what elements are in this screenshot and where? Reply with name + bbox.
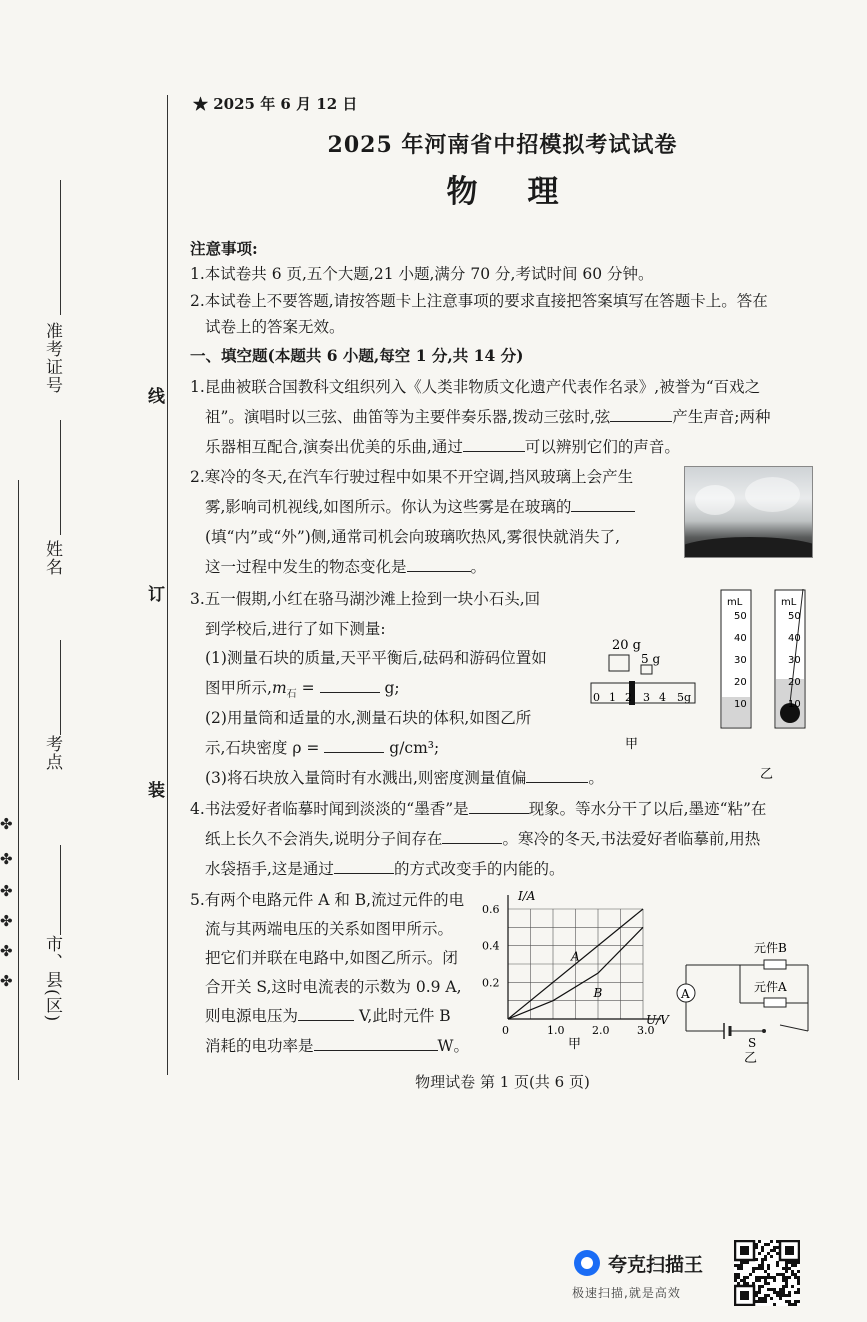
circuit-diagram xyxy=(672,935,817,1065)
scale-tick: 4 xyxy=(659,691,666,704)
x-tick-label: 2.0 xyxy=(592,1024,610,1037)
cyl-tick: 20 xyxy=(734,677,747,688)
q3-line-3: (1)测量石块的质量,天平平衡后,砝码和游码位置如 xyxy=(205,649,547,667)
binding-gutter-line xyxy=(167,95,168,1075)
cyl-tick: 30 xyxy=(734,655,747,666)
q1-line-2: 祖”。演唱时以三弦、曲笛等为主要伴奏乐器,拨动三弦时,弦 产生声音;两种 xyxy=(205,408,771,426)
name-field-line xyxy=(60,420,61,535)
q5-line-2: 流与其两端电压的关系如图甲所示。 xyxy=(205,920,454,938)
brand-name: 夸克扫描王 xyxy=(608,1253,704,1276)
element-b-label: 元件B xyxy=(754,941,787,955)
clover-icon: ✤ xyxy=(0,972,13,990)
answer-blank xyxy=(610,407,672,422)
answer-blank xyxy=(463,437,525,452)
binding-mark-bind: 装 xyxy=(148,781,165,801)
q3-line-7: (3)将石块放入量筒时有水溅出,则密度测量值偏 。 xyxy=(205,769,604,787)
cyl-tick: 20 xyxy=(788,677,801,688)
iv-graph xyxy=(478,884,678,1064)
series-label-b: B xyxy=(593,986,603,1000)
switch-label: S xyxy=(748,1036,757,1050)
venue-field-line xyxy=(60,640,61,735)
venue-label: 考点 xyxy=(42,735,62,771)
page-footer: 物理试卷 第 1 页(共 6 页) xyxy=(415,1073,590,1091)
binding-mark-line: 线 xyxy=(148,387,165,407)
q4-line-2: 纸上长久不会消失,说明分子间存在 。寒冷的冬天,书法爱好者临摹前,用热 xyxy=(205,830,761,848)
weight-5g xyxy=(641,665,652,674)
clover-icon: ✤ xyxy=(0,912,13,930)
q5-line-1: 5.有两个电路元件 A 和 B,流过元件的电 xyxy=(190,891,465,909)
cyl-tick: 10 xyxy=(788,699,801,710)
q5-line-4: 合开关 S,这时电流表的示数为 0.9 A, xyxy=(205,978,462,996)
scale-tick: 3 xyxy=(643,691,650,704)
scale-tick: 5g xyxy=(677,691,692,704)
answer-blank xyxy=(298,1006,354,1021)
date-line: ★ 2025 年 6 月 12 日 xyxy=(193,95,358,113)
fig-label-yi: 乙 xyxy=(744,1051,758,1065)
exam-title: 2025 年河南省中招模拟考试试卷 xyxy=(327,132,678,158)
q2-line-3: (填“内”或“外”)侧,通常司机会向玻璃吹热风,雾很快就消失了, xyxy=(205,528,621,546)
windshield-fog-photo xyxy=(684,466,813,558)
scale-tick: 0 xyxy=(593,691,600,704)
y-axis-label: I/A xyxy=(518,889,536,903)
y-tick-label: 0.6 xyxy=(482,903,500,916)
series-label-a: A xyxy=(571,949,580,964)
x-tick-label: 0 xyxy=(502,1024,509,1037)
cyl-tick: 40 xyxy=(734,633,747,644)
note-2-cont: 试卷上的答案无效。 xyxy=(205,318,345,336)
q5-line-5: 则电源电压为 V,此时元件 B xyxy=(205,1007,451,1025)
binding-edge-line xyxy=(18,480,19,1080)
clover-icon: ✤ xyxy=(0,882,13,900)
answer-blank xyxy=(526,768,588,783)
q1-line-1: 1.昆曲被联合国教科文组织列入《人类非物质文化遗产代表作名录》,被誉为“百戏之 xyxy=(190,378,761,396)
q3-line-4: 图甲所示$,m_石 = g$; xyxy=(205,679,400,701)
answer-blank xyxy=(324,738,384,753)
answer-blank xyxy=(334,859,394,874)
switch-blade xyxy=(780,1025,808,1031)
note-1: 1.本试卷共 6 页,五个大题,21 小题,满分 70 分,考试时间 60 分钟。 xyxy=(190,265,654,283)
element-a-label: 元件A xyxy=(754,980,787,994)
q1-line-3: 乐器相互配合,演奏出优美的乐曲,通过 可以辨别它们的声音。 xyxy=(205,438,680,456)
weight-5g-label: 5 g xyxy=(641,652,661,666)
x-tick-label: 3.0 xyxy=(637,1024,655,1037)
q5-line-6: 消耗的电功率是 W。 xyxy=(205,1037,469,1055)
answer-blank xyxy=(314,1036,438,1051)
answer-blank xyxy=(469,799,529,814)
clover-icon: ✤ xyxy=(0,942,13,960)
q5-line-3: 把它们并联在电路中,如图乙所示。闭 xyxy=(205,949,458,967)
qr-code-icon xyxy=(734,1240,800,1306)
brand-slogan: 极速扫描,就是高效 xyxy=(572,1286,681,1300)
q2-line-4: 这一过程中发生的物态变化是 。 xyxy=(205,558,487,576)
weight-20g xyxy=(609,655,629,671)
cyl-tick: 50 xyxy=(734,611,747,622)
cyl-tick: 40 xyxy=(788,633,801,644)
clover-icon: ✤ xyxy=(0,815,13,833)
scale-tick: 1 xyxy=(609,691,616,704)
answer-blank xyxy=(407,557,471,572)
fig-label-yi: 乙 xyxy=(760,767,774,782)
city-label: 市、县(区) xyxy=(42,935,62,1023)
x-tick-label: 1.0 xyxy=(547,1024,565,1037)
city-field-line xyxy=(60,845,61,935)
subject-title: 物理 xyxy=(446,174,609,210)
answer-blank xyxy=(571,497,635,512)
y-tick-label: 0.2 xyxy=(482,976,500,990)
cyl-unit: mL xyxy=(727,597,743,608)
weight-20g-label: 20 g xyxy=(612,638,641,653)
scanner-brand xyxy=(572,1248,703,1301)
q3-line-6: 示,石块密度 ρ = g/cm³; xyxy=(205,739,440,757)
name-label: 姓名 xyxy=(42,540,62,576)
q2-line-1: 2.寒冷的冬天,在汽车行驶过程中如果不开空调,挡风玻璃上会产生 xyxy=(190,468,634,486)
answer-blank xyxy=(442,829,502,844)
q3-line-2: 到学校后,进行了如下测量: xyxy=(205,620,386,638)
answer-blank xyxy=(320,678,380,693)
fig-label-jia: 甲 xyxy=(625,737,639,752)
note-2: 2.本试卷上不要答题,请按答题卡上注意事项的要求直接把答案填写在答题卡上。答在 xyxy=(190,292,768,310)
q4-line-3: 水袋捂手,这是通过 的方式改变手的内能的。 xyxy=(205,860,565,878)
x-axis-label: U/V xyxy=(646,1013,669,1027)
fig-label-jia: 甲 xyxy=(568,1037,582,1052)
clover-icon: ✤ xyxy=(0,850,13,868)
exam-no-label: 准考证号 xyxy=(42,322,62,394)
cyl-tick: 30 xyxy=(788,655,801,666)
q3-figure xyxy=(585,585,815,785)
ammeter-label: A xyxy=(681,987,690,1001)
element-b-resistor xyxy=(764,960,786,969)
q3-line-5: (2)用量筒和适量的水,测量石块的体积,如图乙所 xyxy=(205,709,532,727)
exam-no-field-line xyxy=(60,180,61,315)
scale-tick: 2 xyxy=(625,691,632,704)
brand-logo-icon xyxy=(572,1248,602,1278)
q2-line-2: 雾,影响司机视线,如图所示。你认为这些雾是在玻璃的 xyxy=(205,495,635,517)
y-tick-label: 0.4 xyxy=(482,939,500,953)
notes-heading: 注意事项: xyxy=(190,239,258,258)
cyl-tick: 10 xyxy=(734,699,747,710)
q3-line-1: 3.五一假期,小红在骆马湖沙滩上捡到一块小石头,回 xyxy=(190,590,541,608)
section-heading: 一、填空题(本题共 6 小题,每空 1 分,共 14 分) xyxy=(190,346,524,365)
cyl-tick: 50 xyxy=(788,611,801,622)
cyl-unit: mL xyxy=(781,597,797,608)
element-a-resistor xyxy=(764,998,786,1007)
q4-line-1: 4.书法爱好者临摹时闻到淡淡的“墨香”是 现象。等水分干了以后,墨迹“粘”在 xyxy=(190,800,767,818)
binding-mark-staple: 订 xyxy=(148,585,165,605)
